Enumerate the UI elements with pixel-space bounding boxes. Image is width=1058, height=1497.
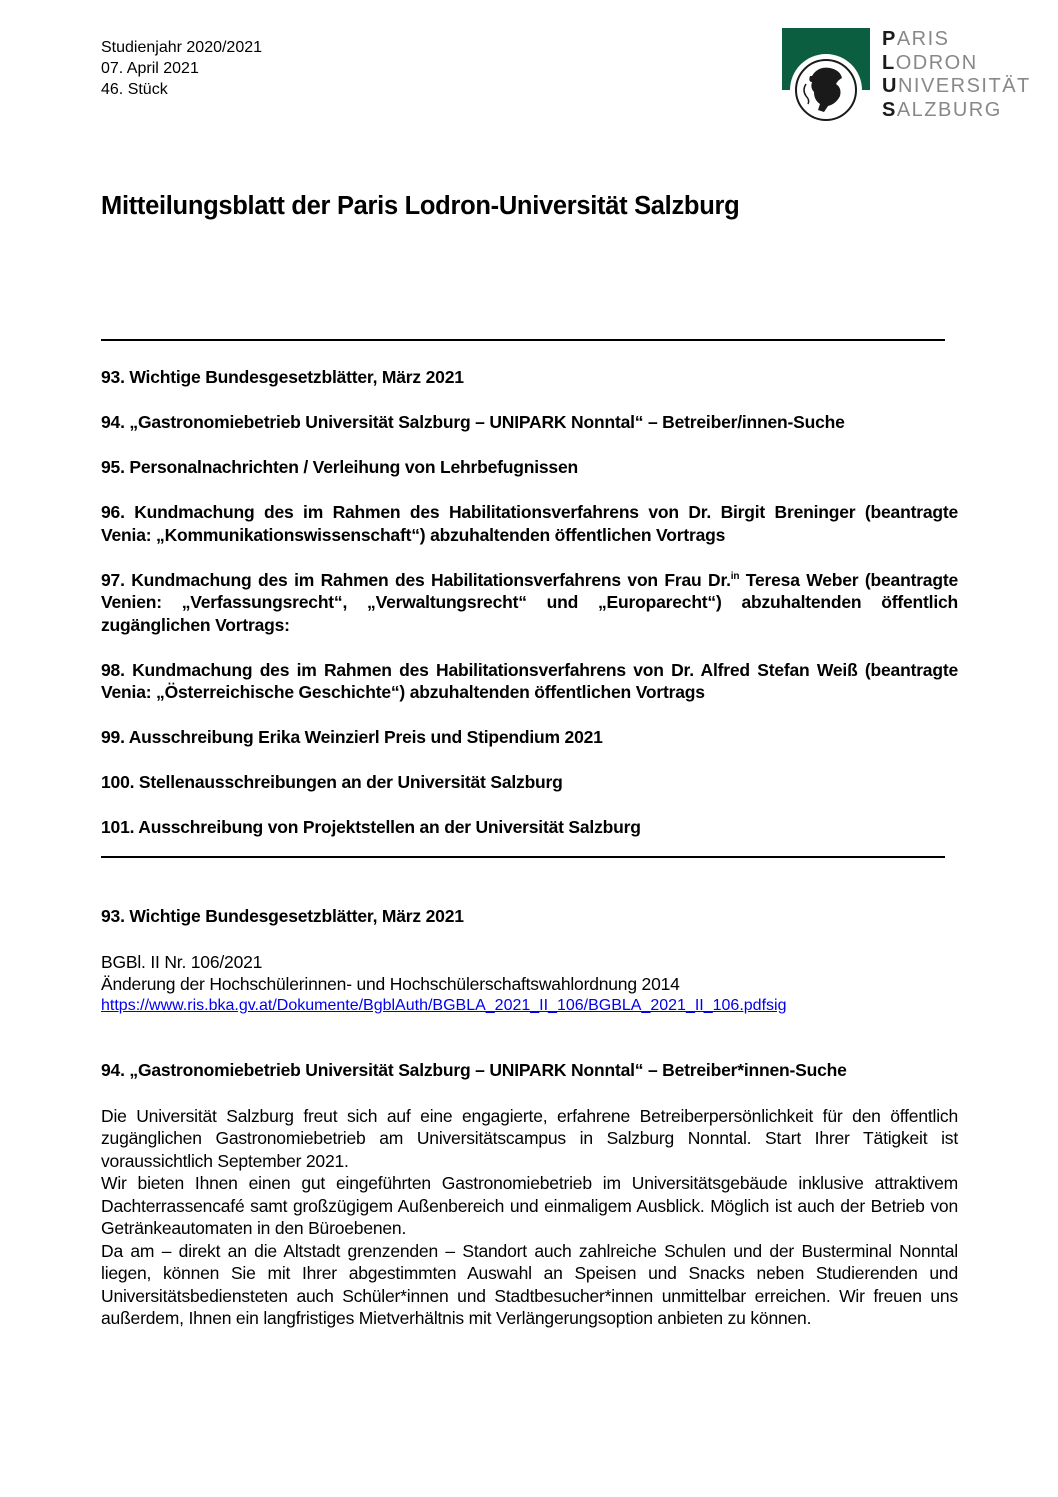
toc-item: 99. Ausschreibung Erika Weinzierl Preis und Stipendium 2021 (101, 727, 603, 747)
toc-item: 98. Kundmachung des im Rahmen des Habilitationsverfahrens von Dr. Alfred Stefan Weiß (beantragte Venia: „Österreichische Geschichte“) abzuhaltenden öffentlichen Vortrags (101, 659, 958, 702)
toc-item: 94. „Gastronomiebetrieb Universität Salzburg – UNIPARK Nonntal“ – Betreiber/innen-Suche (101, 412, 845, 432)
academic-year: Studienjahr 2020/2021 (101, 39, 263, 56)
issue-meta (101, 37, 262, 100)
divider-top (101, 339, 945, 341)
paragraph: Wir bieten Ihnen einen gut eingeführten Gastronomiebetrieb im Universitätsgebäude inklusive attraktivem Dachterrassencafé samt großzügigem Außenbereich und einmaligem Ausblick. Möglich ist auch der Betrieb von Getränkeautomaten in den Büroebenen. (101, 1173, 958, 1238)
paragraph: Da am – direkt an die Altstadt grenzenden – Standort auch zahlreiche Schulen und der Busterminal Nonntal liegen, können Sie mit Ihrer abgestimmten Auswahl an Speisen und Snacks neben Studierenden und Universitätsbediensteten auch Schüler*innen und Stadtbesucher*innen unmittelbar erreichen. Wir freuen uns außerdem, Ihnen ein langfristiges Mietverhältnis mit Verlängerungsoption anbieten zu können. (101, 1240, 958, 1328)
issue-number: 46. Stück (101, 81, 168, 98)
toc-item: 97. Kundmachung des im Rahmen des Habilitationsverfahrens von Frau Dr.$^{in}$ Teresa Weber (beantragte Venien: „Verfassungsrecht“, „Verwaltungsrecht“ und „Europarecht“) abzuhaltenden öffentlich zugänglichen Vortrags: (101, 569, 958, 635)
toc-item: 101. Ausschreibung von Projektstellen an der Universität Salzburg (101, 817, 641, 837)
section-94 (101, 1059, 958, 1330)
gazette-number: BGBl. II Nr. 106/2021 (101, 951, 263, 972)
toc-item: 95. Personalnachrichten / Verleihung von Lehrbefugnissen (101, 457, 578, 477)
university-logo (782, 28, 1032, 128)
toc-item: 93. Wichtige Bundesgesetzblätter, März 2021 (101, 367, 464, 387)
table-of-contents (101, 366, 958, 839)
logo-wordmark: PARIS LODRON UNIVERSITÄT SALZBURG (882, 28, 1031, 121)
section-heading: 93. Wichtige Bundesgesetzblätter, März 2021 (101, 906, 464, 926)
issue-date: 07. April 2021 (101, 60, 199, 77)
gazette-title: Änderung der Hochschülerinnen- und Hochschülerschaftswahlordnung 2014 (101, 974, 680, 994)
lion-emblem-icon (782, 28, 870, 128)
toc-item: 100. Stellenausschreibungen an der Universität Salzburg (101, 772, 563, 792)
toc-item: 96. Kundmachung des im Rahmen des Habilitationsverfahrens von Dr. Birgit Breninger (beantragte Venia: „Kommunikationswissenschaft“) abzuhaltenden öffentlichen Vortrags (101, 502, 958, 545)
section-93 (101, 905, 958, 1016)
paragraph: Die Universität Salzburg freut sich auf eine engagierte, erfahrene Betreiberpersönlichkeit für den öffentlich zugänglichen Gastronomiebetrieb am Universitätscampus in Salzburg Nonntal. Start Ihrer Tätigkeit ist voraussichtlich September 2021. (101, 1105, 958, 1171)
gazette-link[interactable]: https://www.ris.bka.gv.at/Dokumente/BgblAuth/BGBLA_2021_II_106/BGBLA_2021_II_106.pdfsig (101, 996, 787, 1014)
divider-bottom (101, 856, 945, 858)
section-heading: 94. „Gastronomiebetrieb Universität Salzburg – UNIPARK Nonntal“ – Betreiber*innen-Suche (101, 1060, 847, 1080)
document-title: Mitteilungsblatt der Paris Lodron-Universität Salzburg (101, 192, 740, 220)
